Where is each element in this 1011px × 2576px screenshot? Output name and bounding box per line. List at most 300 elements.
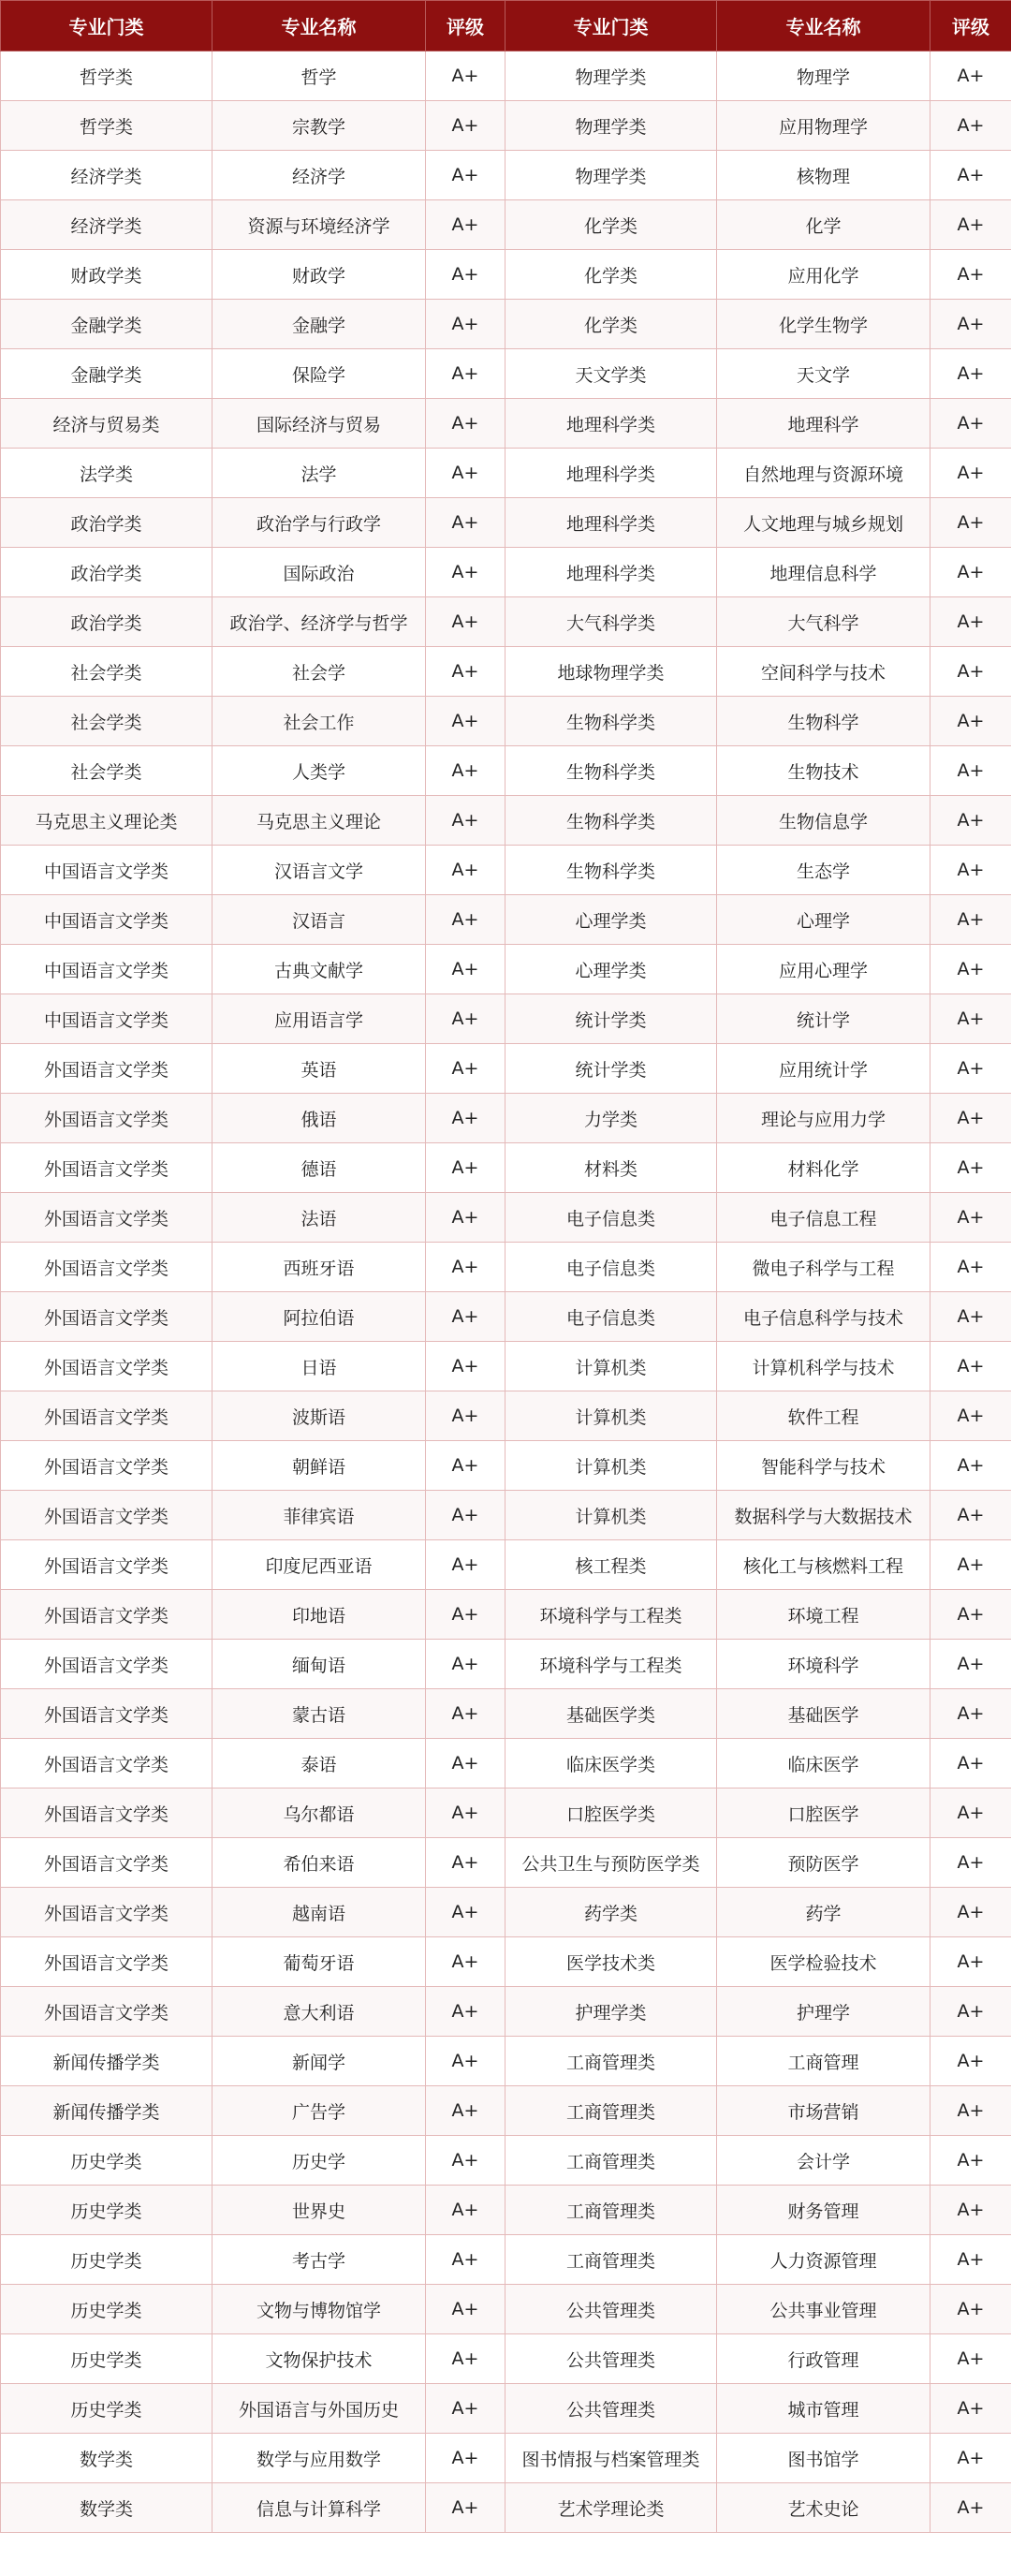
grade-left-cell: A+ [426,2285,506,2334]
major-right-cell: 化学 [717,200,930,250]
grade-left-cell: A+ [426,1391,506,1441]
category-right-cell: 天文学类 [506,349,717,399]
major-left-cell: 广告学 [212,2086,426,2136]
grade-left-cell: A+ [426,2434,506,2483]
category-right-cell: 物理学类 [506,151,717,200]
major-right-cell: 图书馆学 [717,2434,930,2483]
grade-right-cell: A+ [930,200,1011,250]
major-right-cell: 护理学 [717,1987,930,2037]
table-row [1,1391,1011,1441]
grade-left-cell: A+ [426,647,506,697]
grade-left-cell: A+ [426,796,506,846]
major-right-cell: 地理信息科学 [717,548,930,597]
major-right-cell: 应用物理学 [717,101,930,151]
grade-left-cell: A+ [426,1342,506,1391]
category-right-cell: 工商管理类 [506,2136,717,2186]
table-row [1,449,1011,498]
grade-right-cell: A+ [930,1987,1011,2037]
grade-left-cell: A+ [426,994,506,1044]
major-right-cell: 基础医学 [717,1689,930,1739]
major-right-cell: 天文学 [717,349,930,399]
grade-left-cell: A+ [426,746,506,796]
category-left-cell: 外国语言文学类 [1,1441,212,1491]
grade-left-cell: A+ [426,300,506,349]
grade-right-cell: A+ [930,2285,1011,2334]
grade-left-cell: A+ [426,1739,506,1788]
major-left-cell: 新闻学 [212,2037,426,2086]
category-left-cell: 外国语言文学类 [1,1739,212,1788]
grade-right-cell: A+ [930,498,1011,548]
grade-right-cell: A+ [930,2483,1011,2533]
major-left-cell: 西班牙语 [212,1243,426,1292]
table-row [1,2037,1011,2086]
table-row [1,647,1011,697]
major-right-cell: 计算机科学与技术 [717,1342,930,1391]
grade-left-cell: A+ [426,200,506,250]
major-right-cell: 会计学 [717,2136,930,2186]
category-left-cell: 外国语言文学类 [1,1044,212,1094]
grade-right-cell: A+ [930,1739,1011,1788]
table-row [1,2136,1011,2186]
category-left-cell: 金融学类 [1,300,212,349]
category-right-cell: 生物科学类 [506,697,717,746]
grade-left-cell: A+ [426,1590,506,1640]
major-right-cell: 电子信息科学与技术 [717,1292,930,1342]
grade-left-cell: A+ [426,1491,506,1540]
category-left-cell: 历史学类 [1,2384,212,2434]
category-left-cell: 中国语言文学类 [1,846,212,895]
table-row [1,697,1011,746]
major-right-cell: 应用统计学 [717,1044,930,1094]
major-left-cell: 法语 [212,1193,426,1243]
major-left-cell: 考古学 [212,2235,426,2285]
category-right-cell: 地球物理学类 [506,647,717,697]
grade-right-cell: A+ [930,1888,1011,1937]
category-right-cell: 物理学类 [506,101,717,151]
category-right-cell: 护理学类 [506,1987,717,2037]
major-left-cell: 缅甸语 [212,1640,426,1689]
table-row [1,498,1011,548]
grade-right-cell: A+ [930,399,1011,449]
major-left-cell: 宗教学 [212,101,426,151]
major-left-cell: 蒙古语 [212,1689,426,1739]
major-right-cell: 预防医学 [717,1838,930,1888]
category-left-cell: 社会学类 [1,697,212,746]
grade-left-cell: A+ [426,1540,506,1590]
major-right-cell: 地理科学 [717,399,930,449]
category-right-cell: 电子信息类 [506,1292,717,1342]
table-row [1,52,1011,101]
grade-left-cell: A+ [426,1044,506,1094]
category-right-cell: 药学类 [506,1888,717,1937]
table-row [1,2285,1011,2334]
category-left-cell: 数学类 [1,2483,212,2533]
category-right-cell: 统计学类 [506,994,717,1044]
major-left-cell: 金融学 [212,300,426,349]
category-right-cell: 核工程类 [506,1540,717,1590]
table-row [1,1739,1011,1788]
major-right-cell: 电子信息工程 [717,1193,930,1243]
table-row [1,399,1011,449]
table-row [1,2235,1011,2285]
grade-left-cell: A+ [426,1292,506,1342]
category-left-cell: 外国语言文学类 [1,1143,212,1193]
category-left-cell: 中国语言文学类 [1,945,212,994]
major-right-cell: 公共事业管理 [717,2285,930,2334]
category-left-cell: 哲学类 [1,52,212,101]
major-left-cell: 经济学 [212,151,426,200]
major-left-cell: 法学 [212,449,426,498]
major-right-cell: 生物技术 [717,746,930,796]
category-right-cell: 心理学类 [506,895,717,945]
grade-right-cell: A+ [930,945,1011,994]
category-left-cell: 经济学类 [1,151,212,200]
category-left-cell: 金融学类 [1,349,212,399]
grade-right-cell: A+ [930,1540,1011,1590]
category-right-cell: 工商管理类 [506,2086,717,2136]
category-left-cell: 马克思主义理论类 [1,796,212,846]
major-right-cell: 材料化学 [717,1143,930,1193]
category-right-cell: 化学类 [506,300,717,349]
category-right-cell: 计算机类 [506,1342,717,1391]
major-right-cell: 艺术史论 [717,2483,930,2533]
grade-left-cell: A+ [426,2384,506,2434]
grade-left-cell: A+ [426,895,506,945]
grade-left-cell: A+ [426,1441,506,1491]
major-right-cell: 物理学 [717,52,930,101]
grade-right-cell: A+ [930,52,1011,101]
grade-left-cell: A+ [426,1243,506,1292]
category-left-cell: 新闻传播学类 [1,2037,212,2086]
major-left-cell: 朝鲜语 [212,1441,426,1491]
category-right-cell: 地理科学类 [506,399,717,449]
category-left-cell: 历史学类 [1,2136,212,2186]
category-right-cell: 计算机类 [506,1391,717,1441]
grade-right-cell: A+ [930,1143,1011,1193]
category-right-cell: 公共管理类 [506,2334,717,2384]
table-row [1,349,1011,399]
category-right-cell: 临床医学类 [506,1739,717,1788]
major-right-cell: 空间科学与技术 [717,647,930,697]
table-row [1,945,1011,994]
grade-right-cell: A+ [930,2186,1011,2235]
grade-right-cell: A+ [930,2136,1011,2186]
grade-left-cell: A+ [426,449,506,498]
major-left-cell: 希伯来语 [212,1838,426,1888]
table-row [1,1838,1011,1888]
category-left-cell: 外国语言文学类 [1,1193,212,1243]
category-right-cell: 化学类 [506,200,717,250]
major-right-cell: 药学 [717,1888,930,1937]
grade-right-cell: A+ [930,1689,1011,1739]
table-row [1,250,1011,300]
major-left-cell: 信息与计算科学 [212,2483,426,2533]
grade-right-cell: A+ [930,1640,1011,1689]
grade-left-cell: A+ [426,498,506,548]
grade-right-cell: A+ [930,548,1011,597]
table-row [1,1441,1011,1491]
major-left-cell: 俄语 [212,1094,426,1143]
table-row [1,1888,1011,1937]
major-right-cell: 财务管理 [717,2186,930,2235]
major-right-cell: 软件工程 [717,1391,930,1441]
category-right-cell: 工商管理类 [506,2186,717,2235]
category-left-cell: 外国语言文学类 [1,1491,212,1540]
table-row [1,796,1011,846]
category-right-cell: 力学类 [506,1094,717,1143]
major-left-cell: 印地语 [212,1590,426,1640]
category-right-cell: 生物科学类 [506,746,717,796]
grade-right-cell: A+ [930,101,1011,151]
grade-right-cell: A+ [930,1491,1011,1540]
category-left-cell: 外国语言文学类 [1,1342,212,1391]
category-right-cell: 工商管理类 [506,2235,717,2285]
category-right-cell: 公共管理类 [506,2285,717,2334]
grade-left-cell: A+ [426,1689,506,1739]
major-left-cell: 数学与应用数学 [212,2434,426,2483]
grade-left-cell: A+ [426,2483,506,2533]
category-right-cell: 生物科学类 [506,846,717,895]
header-major-left: 专业名称 [212,1,426,52]
category-left-cell: 外国语言文学类 [1,1243,212,1292]
table-row [1,2434,1011,2483]
grade-left-cell: A+ [426,1937,506,1987]
grade-left-cell: A+ [426,2186,506,2235]
category-left-cell: 历史学类 [1,2186,212,2235]
category-right-cell: 图书情报与档案管理类 [506,2434,717,2483]
category-left-cell: 社会学类 [1,746,212,796]
major-right-cell: 核物理 [717,151,930,200]
category-left-cell: 经济学类 [1,200,212,250]
table-row [1,846,1011,895]
category-right-cell: 环境科学与工程类 [506,1590,717,1640]
grade-left-cell: A+ [426,548,506,597]
grade-right-cell: A+ [930,1590,1011,1640]
major-left-cell: 世界史 [212,2186,426,2235]
grade-right-cell: A+ [930,1937,1011,1987]
header-grade-left: 评级 [426,1,506,52]
category-left-cell: 经济与贸易类 [1,399,212,449]
grade-left-cell: A+ [426,1193,506,1243]
major-left-cell: 外国语言与外国历史 [212,2384,426,2434]
category-left-cell: 外国语言文学类 [1,1987,212,2037]
grade-left-cell: A+ [426,1788,506,1838]
category-left-cell: 外国语言文学类 [1,1888,212,1937]
major-left-cell: 政治学、经济学与哲学 [212,597,426,647]
table-row [1,1243,1011,1292]
major-right-cell: 微电子科学与工程 [717,1243,930,1292]
major-left-cell: 英语 [212,1044,426,1094]
table-row [1,101,1011,151]
category-left-cell: 历史学类 [1,2334,212,2384]
category-left-cell: 外国语言文学类 [1,1937,212,1987]
category-right-cell: 口腔医学类 [506,1788,717,1838]
major-left-cell: 汉语言 [212,895,426,945]
category-left-cell: 历史学类 [1,2285,212,2334]
category-right-cell: 心理学类 [506,945,717,994]
grade-right-cell: A+ [930,846,1011,895]
grade-right-cell: A+ [930,349,1011,399]
table-row [1,597,1011,647]
grade-right-cell: A+ [930,1391,1011,1441]
major-right-cell: 环境工程 [717,1590,930,1640]
major-left-cell: 泰语 [212,1739,426,1788]
grade-right-cell: A+ [930,2334,1011,2384]
category-right-cell: 电子信息类 [506,1193,717,1243]
grade-right-cell: A+ [930,449,1011,498]
major-left-cell: 人类学 [212,746,426,796]
major-left-cell: 社会学 [212,647,426,697]
table-row [1,2483,1011,2533]
table-row [1,151,1011,200]
grade-right-cell: A+ [930,1193,1011,1243]
category-right-cell: 公共管理类 [506,2384,717,2434]
grade-left-cell: A+ [426,349,506,399]
grade-left-cell: A+ [426,151,506,200]
category-left-cell: 外国语言文学类 [1,1292,212,1342]
category-right-cell: 物理学类 [506,52,717,101]
category-left-cell: 外国语言文学类 [1,1640,212,1689]
table-row [1,895,1011,945]
table-row [1,746,1011,796]
table-row [1,1540,1011,1590]
header-major-right: 专业名称 [717,1,930,52]
category-right-cell: 工商管理类 [506,2037,717,2086]
category-left-cell: 外国语言文学类 [1,1094,212,1143]
major-left-cell: 哲学 [212,52,426,101]
header-row [1,1,1011,52]
category-right-cell: 计算机类 [506,1491,717,1540]
grade-left-cell: A+ [426,2086,506,2136]
category-right-cell: 材料类 [506,1143,717,1193]
grade-left-cell: A+ [426,1987,506,2037]
major-left-cell: 意大利语 [212,1987,426,2037]
major-left-cell: 文物与博物馆学 [212,2285,426,2334]
major-right-cell: 行政管理 [717,2334,930,2384]
grade-right-cell: A+ [930,1441,1011,1491]
major-right-cell: 生物科学 [717,697,930,746]
grade-right-cell: A+ [930,994,1011,1044]
major-right-cell: 生物信息学 [717,796,930,846]
major-left-cell: 社会工作 [212,697,426,746]
grade-left-cell: A+ [426,846,506,895]
category-left-cell: 历史学类 [1,2235,212,2285]
major-right-cell: 生态学 [717,846,930,895]
major-left-cell: 保险学 [212,349,426,399]
grade-right-cell: A+ [930,647,1011,697]
category-left-cell: 外国语言文学类 [1,1788,212,1838]
header-category-left: 专业门类 [1,1,212,52]
major-left-cell: 汉语言文学 [212,846,426,895]
grade-right-cell: A+ [930,2434,1011,2483]
major-right-cell: 人力资源管理 [717,2235,930,2285]
category-right-cell: 计算机类 [506,1441,717,1491]
category-left-cell: 外国语言文学类 [1,1540,212,1590]
category-left-cell: 哲学类 [1,101,212,151]
grade-right-cell: A+ [930,1292,1011,1342]
major-right-cell: 统计学 [717,994,930,1044]
grade-right-cell: A+ [930,1094,1011,1143]
grade-left-cell: A+ [426,1838,506,1888]
grade-left-cell: A+ [426,1143,506,1193]
grade-left-cell: A+ [426,2037,506,2086]
major-left-cell: 德语 [212,1143,426,1193]
major-right-cell: 应用心理学 [717,945,930,994]
category-right-cell: 统计学类 [506,1044,717,1094]
major-left-cell: 日语 [212,1342,426,1391]
category-left-cell: 中国语言文学类 [1,994,212,1044]
grade-right-cell: A+ [930,895,1011,945]
table-row [1,2384,1011,2434]
table-row [1,1689,1011,1739]
grade-right-cell: A+ [930,2037,1011,2086]
major-left-cell: 阿拉伯语 [212,1292,426,1342]
major-left-cell: 古典文献学 [212,945,426,994]
category-left-cell: 外国语言文学类 [1,1689,212,1739]
major-left-cell: 印度尼西亚语 [212,1540,426,1590]
header-category-right: 专业门类 [506,1,717,52]
grade-right-cell: A+ [930,300,1011,349]
category-right-cell: 电子信息类 [506,1243,717,1292]
major-right-cell: 城市管理 [717,2384,930,2434]
major-left-cell: 历史学 [212,2136,426,2186]
grade-right-cell: A+ [930,2086,1011,2136]
grade-right-cell: A+ [930,1838,1011,1888]
category-left-cell: 财政学类 [1,250,212,300]
table-row [1,1640,1011,1689]
major-left-cell: 资源与环境经济学 [212,200,426,250]
grade-left-cell: A+ [426,2235,506,2285]
grade-left-cell: A+ [426,101,506,151]
category-right-cell: 医学技术类 [506,1937,717,1987]
grade-right-cell: A+ [930,151,1011,200]
table-row [1,1044,1011,1094]
major-right-cell: 医学检验技术 [717,1937,930,1987]
grade-right-cell: A+ [930,1243,1011,1292]
major-left-cell: 马克思主义理论 [212,796,426,846]
major-left-cell: 财政学 [212,250,426,300]
category-left-cell: 社会学类 [1,647,212,697]
category-left-cell: 外国语言文学类 [1,1838,212,1888]
grade-left-cell: A+ [426,1888,506,1937]
category-left-cell: 外国语言文学类 [1,1590,212,1640]
category-left-cell: 新闻传播学类 [1,2086,212,2136]
table-row [1,1590,1011,1640]
table-row [1,548,1011,597]
major-right-cell: 人文地理与城乡规划 [717,498,930,548]
major-right-cell: 口腔医学 [717,1788,930,1838]
grade-left-cell: A+ [426,250,506,300]
category-right-cell: 地理科学类 [506,548,717,597]
grade-left-cell: A+ [426,399,506,449]
header-grade-right: 评级 [930,1,1011,52]
major-left-cell: 国际政治 [212,548,426,597]
grade-left-cell: A+ [426,597,506,647]
major-right-cell: 临床医学 [717,1739,930,1788]
table-row [1,1193,1011,1243]
table-row [1,1143,1011,1193]
table-row [1,300,1011,349]
major-left-cell: 波斯语 [212,1391,426,1441]
table-row [1,1491,1011,1540]
major-right-cell: 理论与应用力学 [717,1094,930,1143]
category-right-cell: 大气科学类 [506,597,717,647]
table-row [1,1987,1011,2037]
table-header [1,1,1011,52]
category-left-cell: 法学类 [1,449,212,498]
grade-right-cell: A+ [930,746,1011,796]
category-left-cell: 中国语言文学类 [1,895,212,945]
